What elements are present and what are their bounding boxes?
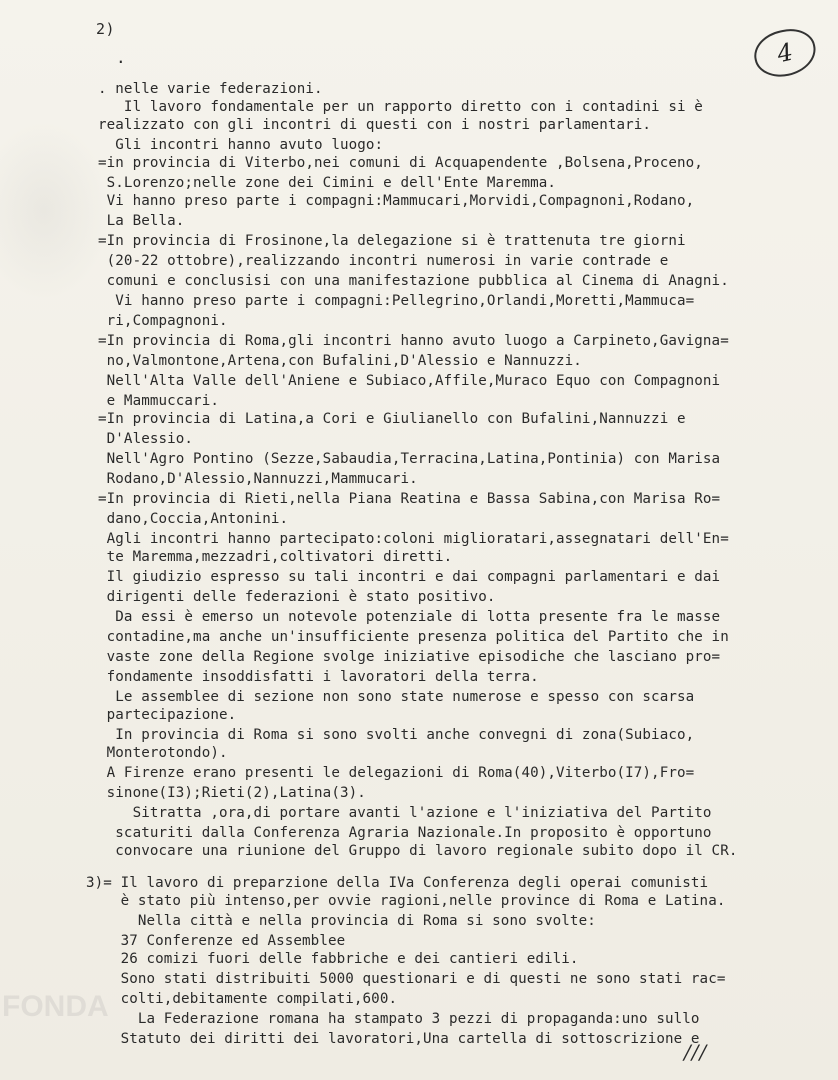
text-line: Da essi è emerso un notevole potenziale di lotta presente fra le masse [98, 609, 721, 625]
text-line: 37 Conferenze ed Assemblee [86, 933, 346, 949]
text-line: . nelle varie federazioni. [98, 81, 323, 97]
text-line: Rodano,D'Alessio,Nannuzzi,Mammucari. [98, 471, 418, 487]
text-line: convocare una riunione del Gruppo di lavoro regionale subito dopo il CR. [98, 843, 738, 859]
paper-stain [0, 120, 110, 300]
text-line: Statuto dei diritti dei lavoratori,Una cartella di sottoscrizione e [86, 1031, 700, 1047]
text-line: te Maremma,mezzadri,coltivatori diretti. [98, 549, 453, 565]
text-line: In provincia di Roma si sono svolti anche convegni di zona(Subiaco, [98, 727, 695, 743]
text-line: 26 comizi fuori delle fabbriche e dei cantieri edili. [86, 951, 579, 967]
text-line: 3)= Il lavoro di preparzione della IVa Conferenza degli operai comunisti [86, 875, 709, 891]
text-line: partecipazione. [98, 707, 237, 723]
handwritten-mark: /// [684, 1040, 708, 1064]
stamp-number: 4 [774, 37, 796, 69]
circled-page-stamp [750, 24, 820, 82]
text-line: La Federazione romana ha stampato 3 pezzi di propaganda:uno sullo [86, 1011, 700, 1027]
text-line: Agli incontri hanno partecipato:coloni miglioratari,assegnatari dell'En= [98, 531, 729, 547]
text-line: colti,debitamente compilati,600. [86, 991, 398, 1007]
text-line: =In provincia di Rieti,nella Piana Reatina e Bassa Sabina,con Marisa Ro= [98, 491, 721, 507]
text-line: Sono stati distribuiti 5000 questionari e di questi ne sono stati rac= [86, 971, 726, 987]
text-line: contadine,ma anche un'insufficiente presenza politica del Partito che in [98, 629, 729, 645]
text-line: Sitratta ,ora,di portare avanti l'azione e l'iniziativa del Partito [98, 805, 712, 821]
text-line: D'Alessio. [98, 431, 194, 447]
text-line: ri,Compagnoni. [98, 313, 228, 329]
page-number: 2) [96, 20, 116, 38]
text-line: sinone(I3);Rieti(2),Latina(3). [98, 785, 366, 801]
text-line: fondamente insoddisfatti i lavoratori della terra. [98, 669, 539, 685]
text-line: no,Valmontone,Artena,con Bufalini,D'Alessio e Nannuzzi. [98, 353, 582, 369]
text-line: Nella città e nella provincia di Roma si sono svolte: [86, 913, 596, 929]
text-line: comuni e conclusisi con una manifestazione pubblica al Cinema di Anagni. [98, 273, 729, 289]
text-line: Vi hanno preso parte i compagni:Pellegrino,Orlandi,Moretti,Mammuca= [98, 293, 695, 309]
text-line: Nell'Agro Pontino (Sezze,Sabaudia,Terracina,Latina,Pontinia) con Marisa [98, 451, 721, 467]
text-line: S.Lorenzo;nelle zone dei Cimini e dell'Ente Maremma. [98, 175, 557, 191]
text-line: realizzato con gli incontri di questi con i nostri parlamentari. [98, 117, 652, 133]
text-line: Le assemblee di sezione non sono state numerose e spesso con scarsa [98, 689, 695, 705]
text-line: scaturiti dalla Conferenza Agraria Nazionale.In proposito è opportuno [98, 825, 712, 841]
text-line: è stato più intenso,per ovvie ragioni,nelle province di Roma e Latina. [86, 893, 726, 909]
text-line: dano,Coccia,Antonini. [98, 511, 289, 527]
text-line: dirigenti delle federazioni è stato positivo. [98, 589, 496, 605]
text-line: Vi hanno preso parte i compagni:Mammucari,Morvidi,Compagnoni,Rodano, [98, 193, 695, 209]
text-line: La Bella. [98, 213, 185, 229]
text-line: Il giudizio espresso su tali incontri e dai compagni parlamentari e dai [98, 569, 721, 585]
text-line: =In provincia di Roma,gli incontri hanno avuto luogo a Carpineto,Gavigna= [98, 333, 729, 349]
text-line: A Firenze erano presenti le delegazioni di Roma(40),Viterbo(I7),Fro= [98, 765, 695, 781]
archive-watermark: FONDA [2, 990, 109, 1023]
text-line: vaste zone della Regione svolge iniziative episodiche che lasciano pro= [98, 649, 721, 665]
text-line: =In provincia di Frosinone,la delegazione si è trattenuta tre giorni [98, 233, 686, 249]
text-line: e Mammuccari. [98, 393, 219, 409]
text-line: =In provincia di Latina,a Cori e Giulianello con Bufalini,Nannuzzi e [98, 411, 686, 427]
text-line: =in provincia di Viterbo,nei comuni di Acquapendente ,Bolsena,Proceno, [98, 155, 703, 171]
bullet-dot: . [116, 48, 126, 67]
text-line: Gli incontri hanno avuto luogo: [98, 137, 384, 153]
text-line: Il lavoro fondamentale per un rapporto diretto con i contadini si è [98, 99, 703, 115]
text-line: Monterotondo). [98, 745, 228, 761]
text-line: Nell'Alta Valle dell'Aniene e Subiaco,Affile,Muraco Equo con Compagnoni [98, 373, 721, 389]
text-line: (20-22 ottobre),realizzando incontri numerosi in varie contrade e [98, 253, 669, 269]
